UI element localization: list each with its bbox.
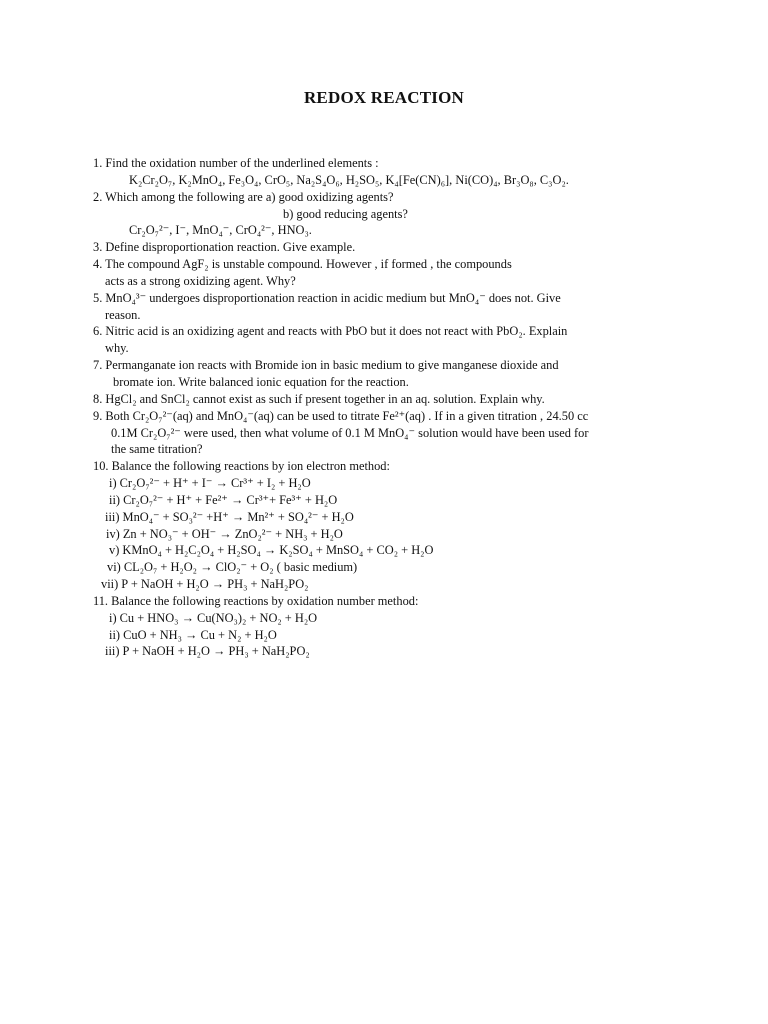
question-5-continued: reason. bbox=[105, 307, 141, 322]
question-10-reaction-vi: vi) CL₂O₇ + H₂O₂ → ClO₂⁻ + O₂ ( basic medium) bbox=[107, 560, 358, 575]
question-4-continued: acts as a strong oxidizing agent. Why? bbox=[105, 273, 296, 288]
question-9-continued-2: the same titration? bbox=[111, 442, 203, 457]
question-4: 4. The compound AgF₂ is unstable compound. However , if formed , the compounds bbox=[93, 257, 512, 272]
question-7-continued: bromate ion. Write balanced ionic equation for the reaction. bbox=[113, 374, 409, 389]
question-2: 2. Which among the following are a) good oxidizing agents? bbox=[93, 189, 394, 204]
question-10-reaction-iii: iii) MnO₄⁻ + SO₃²⁻ +H⁺ → Mn²⁺ + SO₄²⁻ + H₂O bbox=[105, 509, 354, 524]
question-5: 5. MnO₄³⁻ undergoes disproportionation reaction in acidic medium but MnO₄⁻ does not. Give bbox=[93, 290, 561, 305]
question-8: 8. HgCl₂ and SnCl₂ cannot exist as such if present together in an aq. solution. Explain why. bbox=[93, 391, 545, 406]
page-title: REDOX REACTION bbox=[303, 88, 465, 107]
question-3: 3. Define disproportionation reaction. Give example. bbox=[93, 240, 356, 255]
question-11: 11. Balance the following reactions by oxidation number method: bbox=[93, 593, 419, 608]
question-2-species: Cr₂O₇²⁻, I⁻, MnO₄⁻, CrO₄²⁻, HNO₃. bbox=[129, 223, 312, 238]
question-9: 9. Both Cr₂O₇²⁻(aq) and MnO₄⁻(aq) can be used to titrate Fe²⁺(aq) . If in a given titration , 24.50 cc bbox=[93, 408, 589, 423]
question-6-continued: why. bbox=[105, 341, 129, 356]
question-9-continued: 0.1M Cr₂O₇²⁻ were used, then what volume of 0.1 M MnO₄⁻ solution would have been used for bbox=[111, 425, 589, 440]
question-10-reaction-vii: vii) P + NaOH + H₂O → PH₃ + NaH₂PO₂ bbox=[101, 577, 309, 592]
question-10-reaction-iv: iv) Zn + NO₃⁻ + OH⁻ → ZnO₂²⁻ + NH₃ + H₂O bbox=[106, 526, 343, 541]
question-1: 1. Find the oxidation number of the underlined elements : bbox=[93, 156, 379, 170]
question-2-part-b: b) good reducing agents? bbox=[283, 206, 408, 221]
question-1-compounds: K₂Cr₂O₇, K₂MnO₄, Fe₃O₄, CrO₅, Na₂S₄O₆, H₂SO₅, K₄[Fe(CN)₆], Ni(CO)₄, Br₃O₈, C₃O₂. bbox=[129, 172, 569, 187]
question-11-reaction-i: i) Cu + HNO₃ → Cu(NO₃)₂ + NO₂ + H₂O bbox=[109, 610, 318, 625]
question-10-reaction-ii: ii) Cr₂O₇²⁻ + H⁺ + Fe²⁺ → Cr³⁺+ Fe³⁺ + H₂O bbox=[109, 492, 338, 507]
question-10: 10. Balance the following reactions by ion electron method: bbox=[93, 459, 390, 474]
question-list bbox=[93, 155, 703, 660]
question-11-reaction-ii: ii) CuO + NH₃ → Cu + N₂ + H₂O bbox=[109, 627, 277, 642]
question-6: 6. Nitric acid is an oxidizing agent and reacts with PbO but it does not react with PbO₂. Explain bbox=[93, 324, 568, 339]
question-10-reaction-v: v) KMnO₄ + H₂C₂O₄ + H₂SO₄ → K₂SO₄ + MnSO₄ + CO₂ + H₂O bbox=[109, 543, 434, 558]
question-7: 7. Permanganate ion reacts with Bromide ion in basic medium to give manganese dioxide and bbox=[93, 358, 559, 373]
question-11-reaction-iii: iii) P + NaOH + H₂O → PH₃ + NaH₂PO₂ bbox=[105, 644, 310, 659]
question-10-reaction-i: i) Cr₂O₇²⁻ + H⁺ + I⁻ → Cr³⁺ + I₂ + H₂O bbox=[109, 476, 311, 491]
